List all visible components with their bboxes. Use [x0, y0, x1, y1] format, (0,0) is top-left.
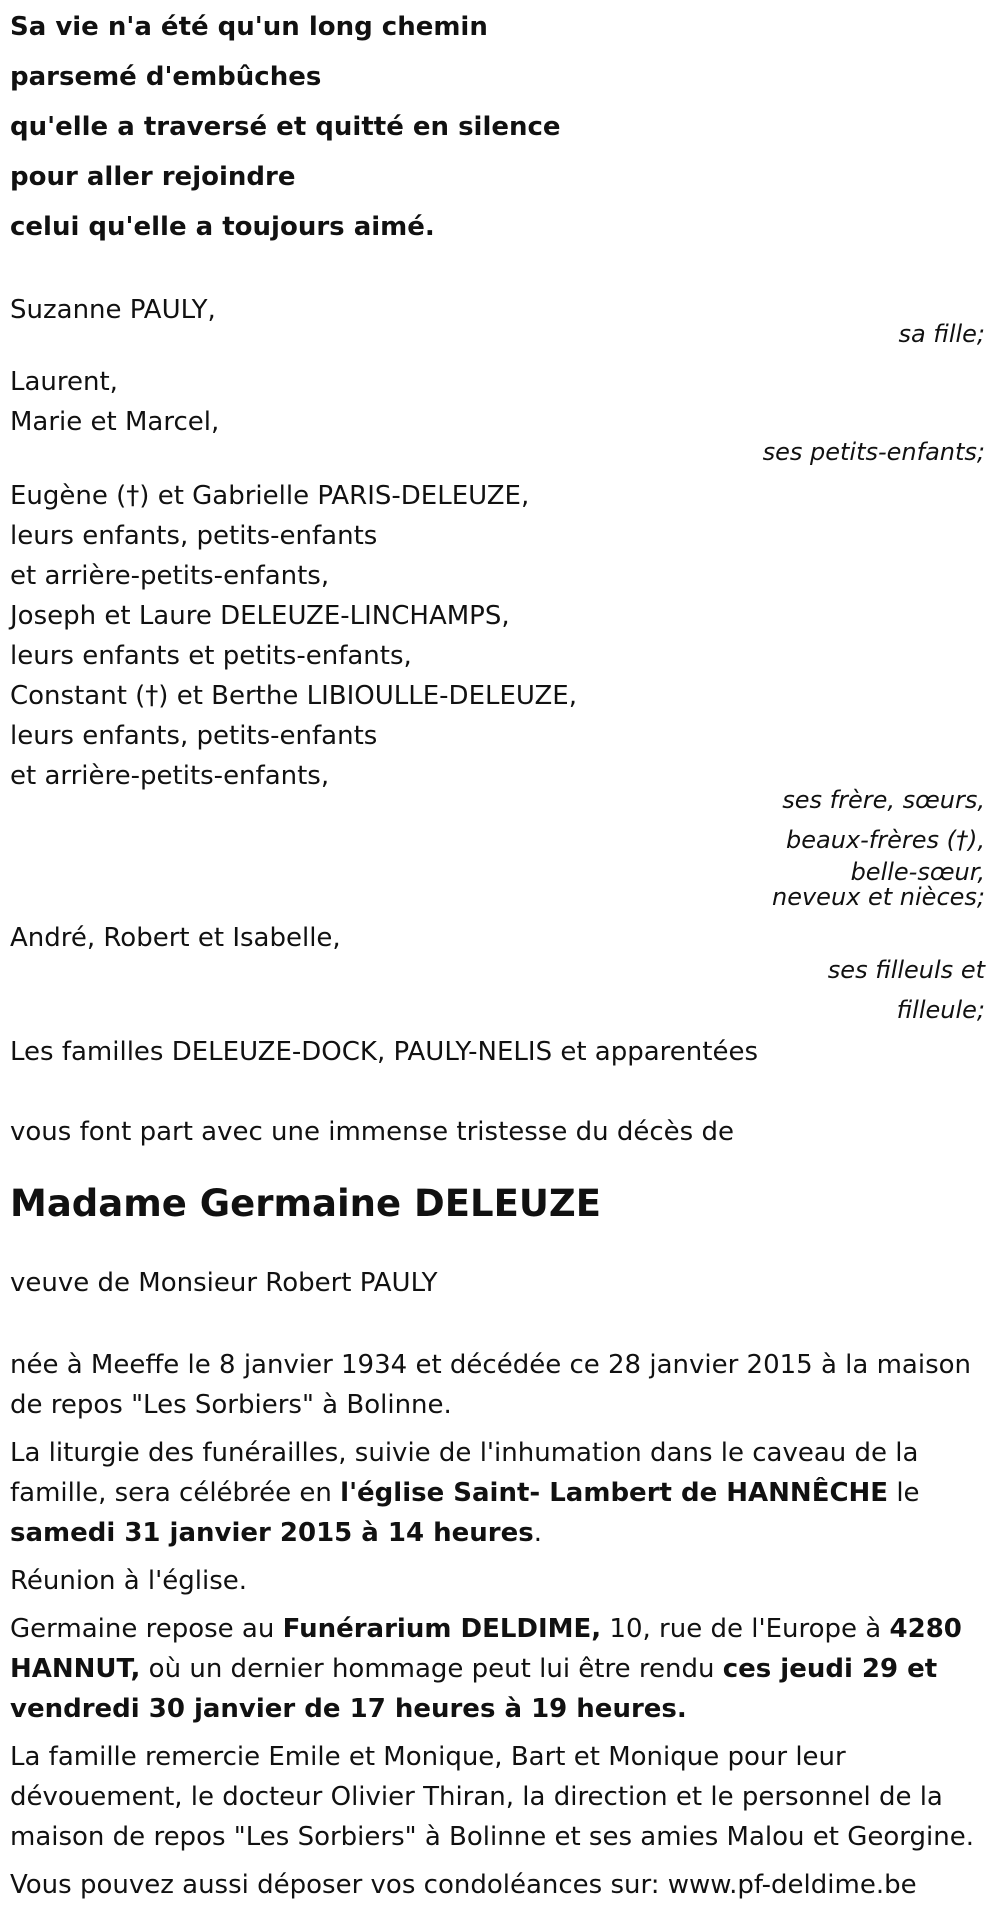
relation-line: ses filleuls et: [827, 956, 985, 984]
sibling-line: Eugène (†) et Gabrielle PARIS-DELEUZE,: [10, 481, 530, 511]
relation-line: neveux et nièces;: [772, 883, 985, 911]
funeral-date: samedi 31 janvier 2015 à 14 heures: [10, 1518, 534, 1548]
sibling-line: Constant (†) et Berthe LIBIOULLE-DELEUZE,: [10, 681, 577, 711]
relation-line: filleule;: [896, 996, 985, 1024]
grandchildren-relation: ses petits-enfants;: [762, 438, 985, 466]
poem-line: pour aller rejoindre: [10, 162, 296, 192]
liturgy-paragraph: [10, 1433, 985, 1553]
sibling-line: Joseph et Laure DELEUZE-LINCHAMPS,: [10, 601, 510, 631]
siblings-block: [10, 476, 995, 796]
announcement: vous font part avec une immense tristesse du décès de: [10, 1117, 734, 1147]
siblings-relation: [10, 780, 995, 910]
liturgy-text: .: [533, 1518, 542, 1548]
poem-line: qu'elle a traversé et quitté en silence: [10, 112, 561, 142]
visiting-hours: ces jeudi 29 et vendredi 30 janvier de 17 heures à 19 heures.: [10, 1654, 938, 1724]
sibling-line: et arrière-petits-enfants,: [10, 761, 330, 791]
poem: [10, 0, 995, 252]
relation-line: beaux-frères (†),: [786, 826, 985, 854]
sibling-line: leurs enfants, petits-enfants: [10, 721, 378, 751]
obituary: [10, 0, 995, 1905]
funerarium-text: où un dernier hommage peut lui être rendu: [140, 1654, 723, 1684]
condolences-line: Vous pouvez aussi déposer vos condoléances sur: www.pf-deldime.be: [10, 1870, 917, 1900]
funerarium-city: 4280 HANNUT,: [10, 1614, 962, 1684]
funerarium-name: Funérarium DELDIME,: [282, 1614, 602, 1644]
sibling-line: leurs enfants et petits-enfants,: [10, 641, 412, 671]
funerarium-text: 10, rue de l'Europe à: [601, 1614, 890, 1644]
funerarium-paragraph: [10, 1609, 985, 1729]
birth-death: née à Meeffe le 8 janvier 1934 et décédée ce 28 janvier 2015 à la maison de repos "Les Sorbiers" à Bolinne.: [10, 1350, 972, 1420]
relation-line: belle-sœur,: [850, 858, 985, 886]
deceased-name: Madame Germaine DELEUZE: [10, 1182, 601, 1225]
poem-line: parsemé d'embûches: [10, 62, 322, 92]
godchildren-name: André, Robert et Isabelle,: [10, 923, 341, 953]
grandchild-line: Laurent,: [10, 367, 118, 397]
daughter-name: Suzanne PAULY,: [10, 295, 216, 325]
reunion: Réunion à l'église.: [10, 1566, 248, 1596]
church-name: l'église Saint- Lambert de HANNÊCHE: [340, 1478, 889, 1508]
poem-line: Sa vie n'a été qu'un long chemin: [10, 12, 488, 42]
grandchild-line: Marie et Marcel,: [10, 407, 220, 437]
daughter-relation: sa fille;: [898, 320, 985, 348]
thanks-paragraph: La famille remercie Emile et Monique, Bart et Monique pour leur dévouement, le docteur Olivier Thiran, la direction et le personnel de la maison de repos "Les Sorbiers" à Bolinne et ses amies Malou et Georgine.: [10, 1742, 975, 1852]
sibling-line: leurs enfants, petits-enfants: [10, 521, 378, 551]
funerarium-text: Germaine repose au: [10, 1614, 283, 1644]
godchildren-relation: [10, 950, 995, 1030]
widow-of: veuve de Monsieur Robert PAULY: [10, 1268, 438, 1298]
liturgy-text: le: [888, 1478, 920, 1508]
poem-line: celui qu'elle a toujours aimé.: [10, 212, 435, 242]
liturgy-text: La liturgie des funérailles, suivie de l'inhumation dans le caveau de la famille, sera célébrée en: [10, 1438, 919, 1508]
families-line: Les familles DELEUZE-DOCK, PAULY-NELIS et apparentées: [10, 1037, 758, 1067]
sibling-line: et arrière-petits-enfants,: [10, 561, 330, 591]
relation-line: ses frère, sœurs,: [782, 786, 985, 814]
